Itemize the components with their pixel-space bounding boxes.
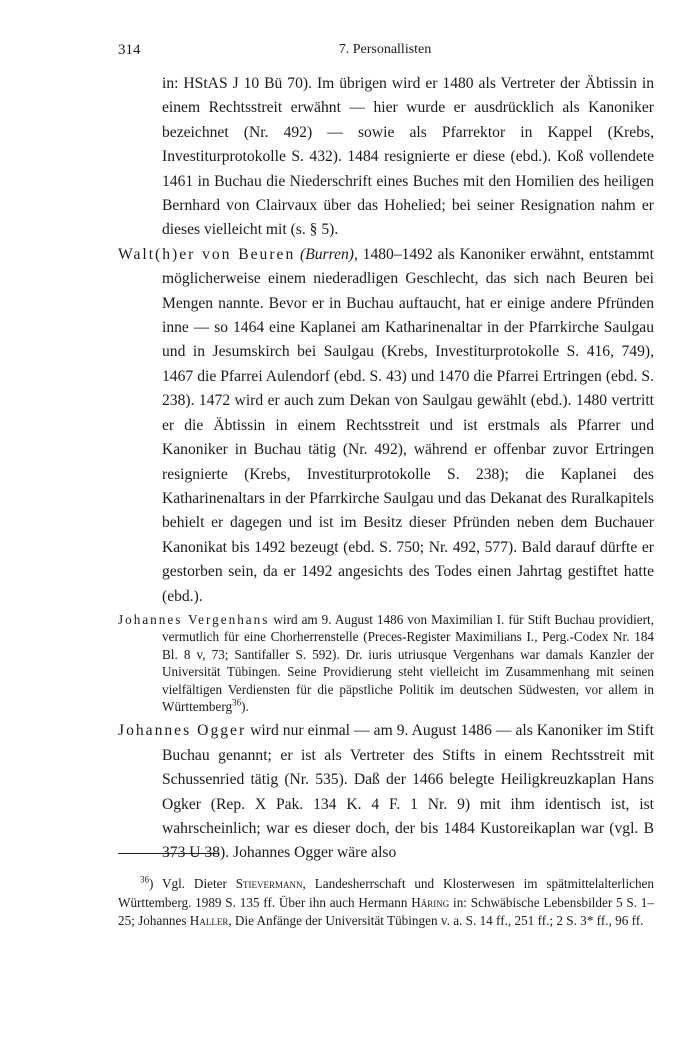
entry-text-end: ). xyxy=(241,698,249,714)
entry-johannes-ogger xyxy=(118,719,654,865)
page-number: 314 xyxy=(118,42,141,58)
footnote-text: in: Schwäbische Lebensbilder 5 S. 1–25; Johannes xyxy=(118,894,654,929)
main-text xyxy=(118,72,654,866)
page-header xyxy=(118,42,652,62)
footnote-reference[interactable]: 36 xyxy=(232,697,242,708)
footnote-author: Häring xyxy=(411,894,450,910)
entry-name: Walt(h)er von Beuren xyxy=(118,245,296,263)
entry-text: 1480–1492 als Kanoniker erwähnt, entstammt möglicherweise einem niederadligen Geschlecht, das sich nach Beuren bei Mengen nannte. Bevor er in Buchau auftaucht, hat er einige andere Pfründen inne — so 1464 eine Kaplanei am Katharinenaltar in der Pfarrkirche Saulgau und in Jesumskirch bei Saulgau (Krebs, Investiturprotokolle S. 416, 749), 1467 die Pfarrei Aulendorf (ebd. S. 43) und 1470 die Pfarrei Ertringen (ebd. S. 238). 1472 wird er auch zum Dekan von Saulgau gewählt (ebd.). 1480 vertritt er die Äbtissin in einem Rechtsstreit und ist erstmals als Pfarrer und Kanoniker in Buchau tätig (Nr. 492), während er offenbar zuvor Ertringen resignierte (Krebs, Investiturprotokolle S. 238); die Kaplanei des Katharinenaltars in der Pfarrkirche Saulgau und das Dekanat des Ruralkapitels behielt er dagegen und ist im Besitz dieser Pfründen neben dem Buchauer Kanonikat bis 1492 bezeugt (ebd. S. 750; Nr. 492, 577). Bald darauf dürfte er gestorben sein, da er 1492 angesichts des Todes einen Jahrtag gestiftet hatte (ebd.). xyxy=(162,245,655,605)
footnote-text: ) Vgl. Dieter xyxy=(149,876,236,892)
footnote-text: , Landesherrschaft und Klosterwesen im spätmittelalterlichen Württemberg. 1989 S. 135 ff. Über ihn auch Hermann xyxy=(118,876,654,910)
continuation-paragraph: in: HStAS J 10 Bü 70). Im übrigen wird er 1480 als Vertreter der Äbtissin in einem Rechtsstreit erwähnt — hier wurde er ausdrücklich als Kanoniker bezeichnet (Nr. 492) — sowie als Pfarrektor in Kappel (Krebs, Investiturprotokolle S. 432). 1484 resignierte er diese (ebd.). Koß vollendete 1461 in Buchau die Niederschrift eines Buches mit den Homilien des heiligen Bernhard von Clairvaux über das Hohelied; bei seiner Resignation nahm er dieses vielleicht mit (s. § 5). xyxy=(162,75,654,239)
entry-walther-von-beuren xyxy=(118,243,654,609)
footnote-author: Haller xyxy=(189,913,229,929)
footnote-author: Stievermann xyxy=(235,876,303,892)
running-title: 7. Personallisten xyxy=(338,42,432,57)
entry-text: wird am 9. August 1486 von Maximilian I. für Stift Buchau providiert, vermutlich für eine Chorherrenstelle (Preces-Register Maximilians I., Perg.-Codex Nr. 184 Bl. 8 v, 73; Santifaller S. 592). Dr. iuris utriusque Vergenhans war damals Kanzler der Universität Tübingen. Seine Providierung steht vielleicht im Zusammenhang mit seinen vielfältigen Verdiensten für die päpstliche Politik im deutschen Südwesten, vor allem in Württemberg xyxy=(162,611,654,714)
footnote-text: , Die Anfänge der Universität Tübingen v. a. S. 14 ff., 251 ff.; 2 S. 3* ff., 96 ff. xyxy=(228,913,644,929)
entry-johannes-vergenhans xyxy=(118,611,654,715)
entry-name: Johannes Ogger xyxy=(118,722,247,740)
entry-text: wird nur einmal — am 9. August 1486 — als Kanoniker im Stift Buchau genannt; er ist als Vertreter des Stifts in einem Rechtsstreit mit Schussenried tätig (Nr. 535). Daß der 1466 belegte Heiligkreuzkaplan Hans Ogker (Rep. X Pak. 134 K. 4 F. 1 Nr. 9) mit ihm identisch ist, ist wahrscheinlich; war es dieser doch, der bis 1484 Kustoreikaplan war (vgl. B 373 U 38). Johannes Ogger wäre also xyxy=(162,722,654,862)
entry-name: Johannes Vergenhans xyxy=(118,611,270,627)
footnote xyxy=(118,875,654,931)
footnote-mark: 36 xyxy=(140,874,149,885)
footnote-divider xyxy=(118,853,218,854)
entry-alias: (Burren), xyxy=(300,245,358,263)
